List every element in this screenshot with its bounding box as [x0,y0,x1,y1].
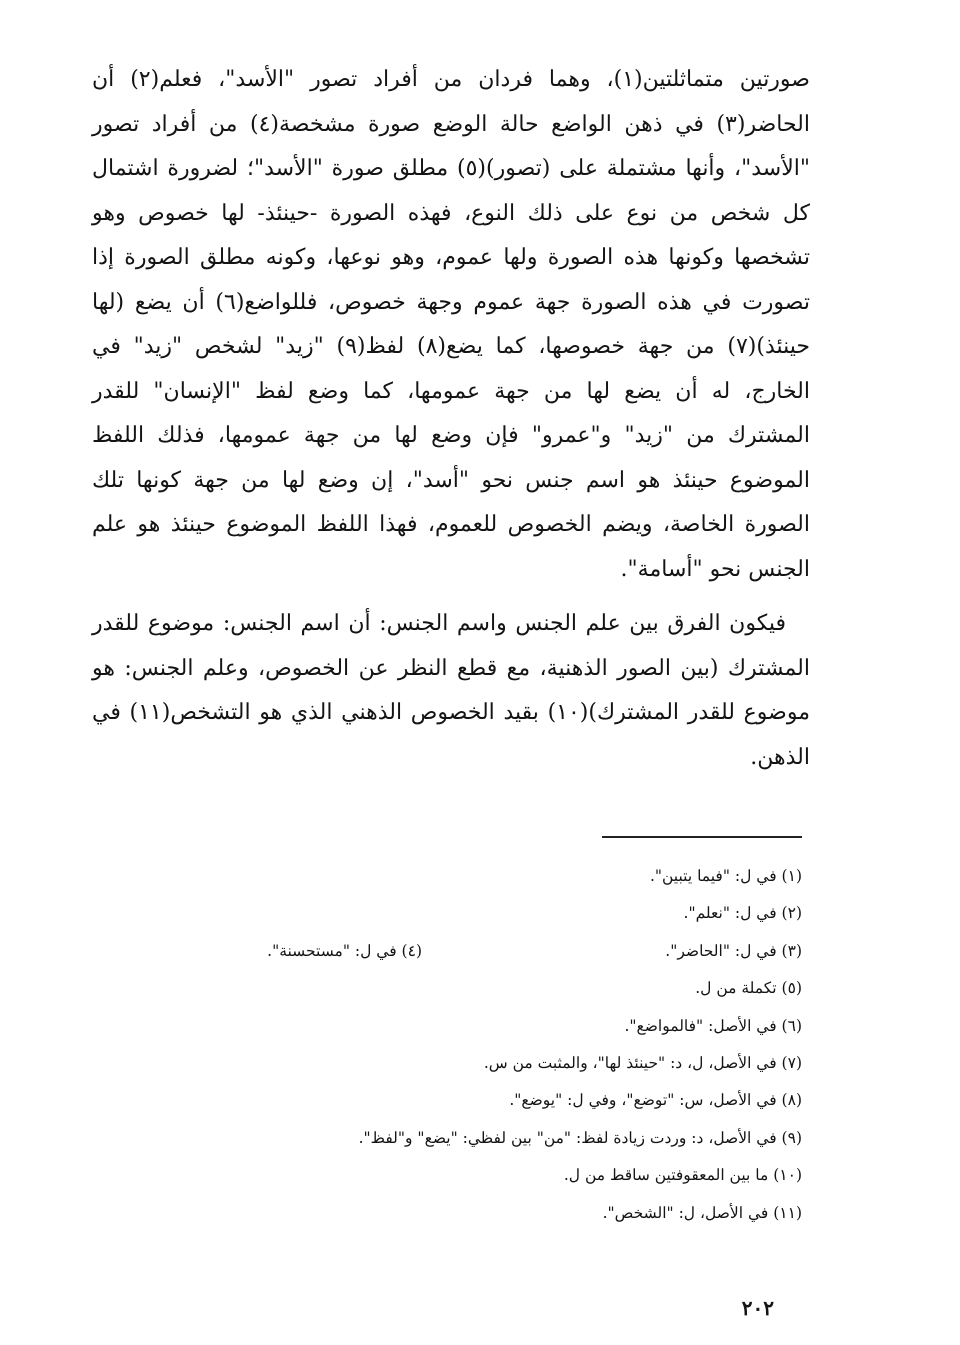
footnote-8: (٨) في الأصل، س: "توضع"، وفي ل: "يوضع". [509,1091,802,1110]
footnote-4: (٤) في ل: "مستحسنة". [267,941,422,960]
footnote-5: (٥) تكملة من ل. [695,979,802,998]
main-text [92,58,810,780]
paragraph-1: صورتين متماثلتين(١)، وهما فردان من أفراد تصور "الأسد"، فعلم(٢) أن الحاضر(٣) في ذهن الواضع حالة الوضع صورة مشخصة(٤) من أفراد تصور "الأسد"، وأنها مشتملة على (تصور)(٥) مطلق صورة "الأسد"؛ لضرورة اشتمال كل شخص من نوع على ذلك النوع، فهذه الصورة -حينئذ- لها خصوص وهو تشخصها وكونها هذه الصورة ولها عموم، وهو نوعها، وكونه مطلق الصورة إذا تصورت في هذه الصورة جهة عموم وجهة خصوص، فللواضع(٦) أن يضع (لها حينئذ)(٧) من جهة خصوصها، كما يضع(٨) لفظ(٩) "زيد" لشخص "زيد" في الخارج، له أن يضع لها من جهة عمومها، كما وضع لفظ "الإنسان" للقدر المشترك من "زيد" و"عمرو" فإن وضع لها من جهة عمومها، فذلك اللفظ الموضوع حينئذ هو اسم جنس نحو "أسد"، إن وضع لها من جهة كونها تلك الصورة الخاصة، ويضم الخصوص للعموم، فهذا اللفظ الموضوع حينئذ هو علم الجنس نحو "أسامة". [92,67,811,582]
footnotes [92,858,802,1232]
page-number: ٢٠٢ [741,1296,774,1320]
footnote-1: (١) في ل: "فيما يتبين". [649,867,802,885]
footnote-2: (٢) في ل: "نعلم". [683,904,802,923]
footnote-11: (١١) في الأصل، ل: "الشخص". [602,1203,802,1222]
paragraph-2-text: فيكون الفرق بين علم الجنس واسم الجنس: أن اسم الجنس: موضوع للقدر المشترك (بين الصور الذهنية، مع قطع النظر عن الخصوص، وعلم الجنس: هو موضوع للقدر المشترك)(١٠) بقيد الخصوص الذهني الذي هو التشخص(١١) في الذهن. [92,611,810,770]
book-page [92,58,810,1328]
paragraph-2 [92,602,810,780]
footnote-3: (٣) في ل: "الحاضر". [665,941,802,960]
footnote-7: (٧) في الأصل، ل، د: "حينئذ لها"، والمثبت من س. [483,1054,802,1073]
footnote-row-3-4 [92,933,802,970]
footnote-separator [602,836,802,838]
footnote-6: (٦) في الأصل: "فالمواضع". [624,1016,802,1035]
footnote-9: (٩) في الأصل، د: وردت زيادة لفظ: "من" بين لفظي: "يضع" و"لفظ". [358,1128,802,1147]
footnote-10: (١٠) ما بين المعقوفتين ساقط من ل. [563,1166,802,1185]
